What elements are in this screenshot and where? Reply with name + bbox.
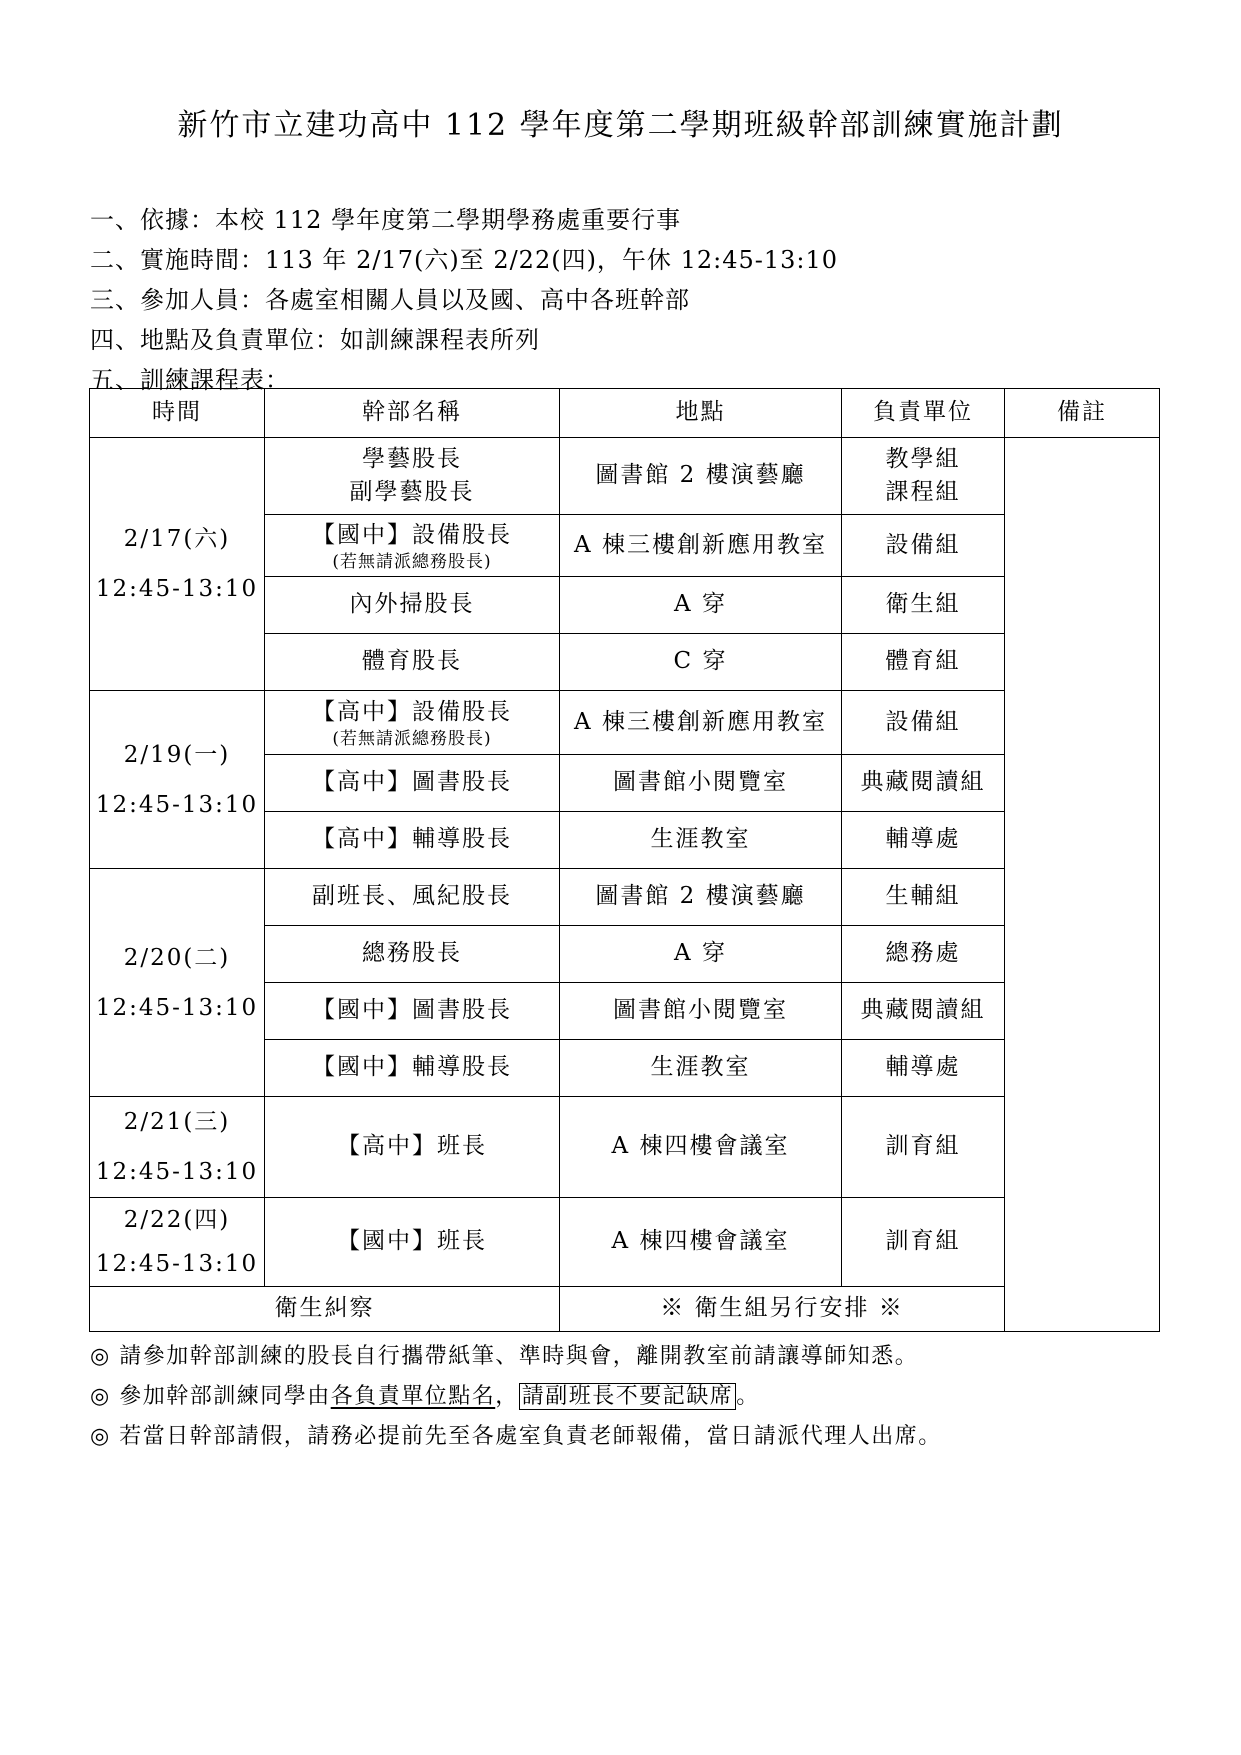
position-note: (若無請派總務股長) xyxy=(332,551,492,572)
position-cell: 【高中】圖書股長 xyxy=(265,755,560,812)
unit-cell: 生輔組 xyxy=(842,869,1005,926)
header-position: 幹部名稱 xyxy=(265,389,560,438)
position-cell: 【高中】設備股長 (若無請派總務股長) xyxy=(265,691,560,755)
position-cell: 【高中】輔導股長 xyxy=(265,812,560,869)
unit-cell: 典藏閱讀組 xyxy=(842,755,1005,812)
boxed-text: 請副班長不要記缺席 xyxy=(519,1383,737,1410)
date-cell: 2/21(三) 12:45-13:10 xyxy=(90,1097,265,1198)
position-cell: 【國中】圖書股長 xyxy=(265,983,560,1040)
unit-cell: 衛生組 xyxy=(842,577,1005,634)
unit-cell: 輔導處 xyxy=(842,1040,1005,1097)
place-cell: 圖書館小閱覽室 xyxy=(560,983,842,1040)
schedule-table xyxy=(89,388,1160,1332)
unit-cell: 體育組 xyxy=(842,634,1005,691)
table-row xyxy=(90,691,1160,755)
item-time: 二、實施時間：113 年 2/17(六)至 2/22(四)，午休 12:45-13:10 xyxy=(90,246,839,274)
unit-cell: 訓育組 xyxy=(842,1097,1005,1198)
position-cell: 體育股長 xyxy=(265,634,560,691)
unit-cell: 教學組 課程組 xyxy=(842,438,1005,515)
place-cell: 生涯教室 xyxy=(560,1040,842,1097)
plan-items xyxy=(90,200,838,400)
table-row xyxy=(90,1097,1160,1198)
position-cell: 副班長、風紀股長 xyxy=(265,869,560,926)
underlined-text: 各負責單位點名 xyxy=(330,1384,496,1409)
place-cell: 生涯教室 xyxy=(560,812,842,869)
sanitation-note: ※ 衛生組另行安排 ※ xyxy=(560,1287,1005,1332)
header-unit: 負責單位 xyxy=(842,389,1005,438)
table-row xyxy=(90,1198,1160,1287)
table-header-row xyxy=(90,389,1160,438)
position-note: (若無請派總務股長) xyxy=(332,728,492,749)
page-title: 新竹市立建功高中 112 學年度第二學期班級幹部訓練實施計劃 xyxy=(177,108,1064,143)
footer-note-1: ◎ 請參加幹部訓練的股長自行攜帶紙筆、準時與會，離開教室前請讓導師知悉。 xyxy=(90,1344,919,1369)
footer-notes xyxy=(90,1337,942,1457)
item-participants: 三、參加人員：各處室相關人員以及國、高中各班幹部 xyxy=(90,286,690,314)
table-row xyxy=(90,869,1160,926)
position-cell: 【國中】班長 xyxy=(265,1198,560,1287)
place-cell: 圖書館 2 樓演藝廳 xyxy=(560,438,842,515)
date-cell: 2/22(四) 12:45-13:10 xyxy=(90,1198,265,1287)
sanitation-label: 衛生糾察 xyxy=(90,1287,560,1332)
position-cell: 總務股長 xyxy=(265,926,560,983)
unit-cell: 設備組 xyxy=(842,691,1005,755)
unit-cell: 輔導處 xyxy=(842,812,1005,869)
place-cell: A 穿 xyxy=(560,577,842,634)
unit-cell: 訓育組 xyxy=(842,1198,1005,1287)
date-cell: 2/17(六) 12:45-13:10 xyxy=(90,438,265,691)
item-basis: 一、依據：本校 112 學年度第二學期學務處重要行事 xyxy=(90,206,682,234)
header-time: 時間 xyxy=(90,389,265,438)
position-cell: 【國中】設備股長 (若無請派總務股長) xyxy=(265,515,560,577)
position-cell: 【高中】班長 xyxy=(265,1097,560,1198)
place-cell: A 棟四樓會議室 xyxy=(560,1198,842,1287)
position-cell: 學藝股長 副學藝股長 xyxy=(265,438,560,515)
table-row xyxy=(90,438,1160,515)
table-row-sanitation xyxy=(90,1287,1160,1332)
item-schedule: 五、訓練課程表： xyxy=(90,366,290,394)
position-cell: 內外掃股長 xyxy=(265,577,560,634)
header-place: 地點 xyxy=(560,389,842,438)
place-cell: A 棟三樓創新應用教室 xyxy=(560,691,842,755)
unit-cell: 典藏閱讀組 xyxy=(842,983,1005,1040)
place-cell: 圖書館 2 樓演藝廳 xyxy=(560,869,842,926)
header-remark: 備註 xyxy=(1005,389,1160,438)
footer-note-2: ◎ 參加幹部訓練同學由各負責單位點名， 請副班長不要記缺席 。 xyxy=(90,1384,760,1409)
position-cell: 【國中】輔導股長 xyxy=(265,1040,560,1097)
place-cell: 圖書館小閱覽室 xyxy=(560,755,842,812)
place-cell: A 棟三樓創新應用教室 xyxy=(560,515,842,577)
place-cell: A 穿 xyxy=(560,926,842,983)
unit-cell: 總務處 xyxy=(842,926,1005,983)
place-cell: C 穿 xyxy=(560,634,842,691)
unit-cell: 設備組 xyxy=(842,515,1005,577)
footer-note-3: ◎ 若當日幹部請假，請務必提前先至各處室負責老師報備，當日請派代理人出席。 xyxy=(90,1424,942,1449)
date-cell: 2/19(一) 12:45-13:10 xyxy=(90,691,265,869)
date-cell: 2/20(二) 12:45-13:10 xyxy=(90,869,265,1097)
place-cell: A 棟四樓會議室 xyxy=(560,1097,842,1198)
item-location: 四、地點及負責單位：如訓練課程表所列 xyxy=(90,326,540,354)
remark-cell xyxy=(1005,438,1160,1332)
